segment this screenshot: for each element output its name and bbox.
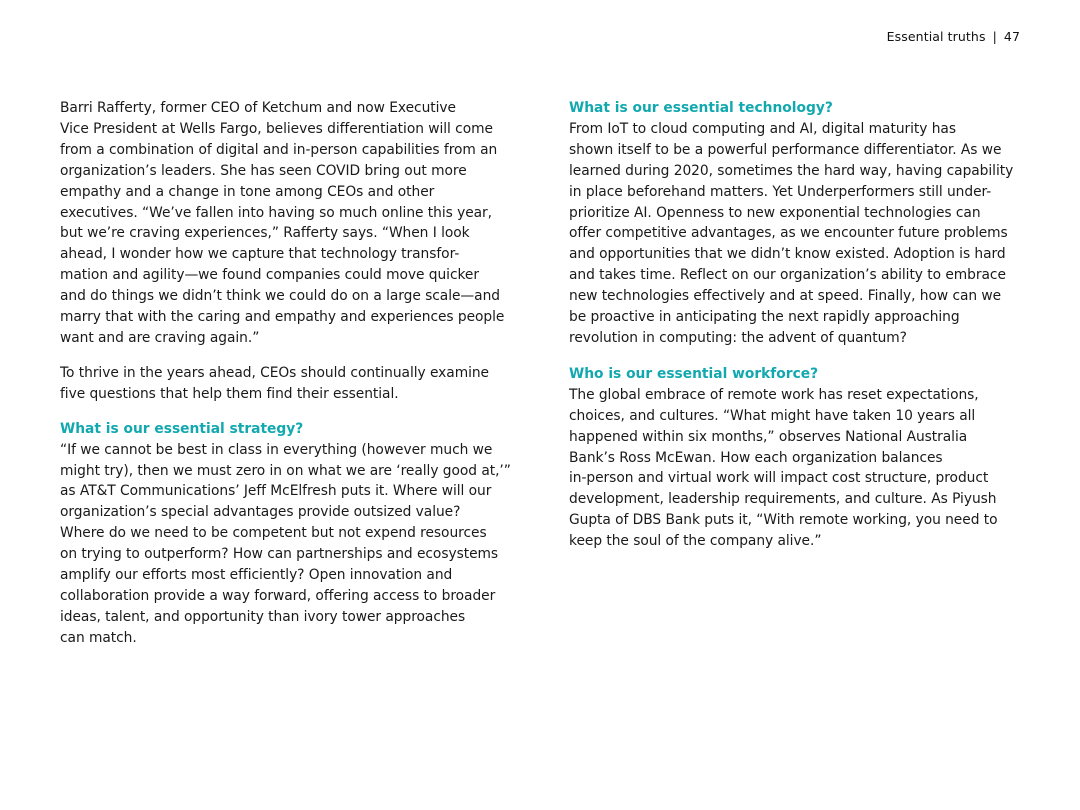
text-line: ahead, I wonder how we capture that technology transfor- [60,246,460,263]
text-line: marry that with the caring and empathy and experiences people [60,309,505,326]
text-line: be proactive in anticipating the next rapidly approaching [569,309,960,326]
text-line: amplify our efforts most efficiently? Open innovation and [60,567,453,584]
text-line: offer competitive advantages, as we encounter future problems [569,225,1008,242]
text-line: prioritize AI. Openness to new exponential technologies can [569,204,981,221]
text-line: and takes time. Reflect on our organization’s ability to embrace [569,267,1006,284]
text-line: shown itself to be a powerful performance differentiator. As we [569,141,1002,158]
text-line: ideas, talent, and opportunity than ivory tower approaches [60,608,466,625]
text-line: want and are craving again.” [60,329,260,346]
text-line: revolution in computing: the advent of quantum? [569,329,907,346]
left-column [60,98,512,664]
workforce-section [569,364,1021,552]
technology-section [569,98,1021,349]
text-line: executives. “We’ve fallen into having so much online this year, [60,204,493,221]
text-line: might try), then we must zero in on what we are ‘really good at,’” [60,462,511,479]
technology-paragraph [569,119,1021,349]
header-separator: | [992,29,997,44]
intro-paragraph [60,98,512,349]
text-line: From IoT to cloud computing and AI, digital maturity has [569,120,956,137]
right-column [569,98,1021,567]
text-line: learned during 2020, sometimes the hard way, having capability [569,162,1014,179]
text-line: new technologies effectively and at speed. Finally, how can we [569,288,1002,305]
text-line: To thrive in the years ahead, CEOs should continually examine [60,364,489,381]
workforce-heading: Who is our essential workforce? [569,365,819,382]
text-line: “If we cannot be best in class in everything (however much we [60,441,493,458]
text-line: organization’s leaders. She has seen COVID bring out more [60,162,467,179]
technology-heading: What is our essential technology? [569,100,833,116]
text-line: can match. [60,629,137,646]
strategy-paragraph [60,440,512,649]
text-line: mation and agility—we found companies could move quicker [60,267,479,284]
text-line: in place beforehand matters. Yet Underperformers still under- [569,183,992,200]
page-number: 47 [1003,29,1020,44]
text-line: but we’re craving experiences,” Rafferty says. “When I look [60,225,470,242]
text-line: Barri Rafferty, former CEO of Ketchum and now Executive [60,100,456,116]
text-line: and opportunities that we didn’t know existed. Adoption is hard [569,246,1006,263]
text-line: Vice President at Wells Fargo, believes differentiation will come [60,120,493,137]
text-line: happened within six months,” observes National Australia [569,428,968,445]
text-line: from a combination of digital and in-person capabilities from an [60,141,498,158]
text-line: The global embrace of remote work has reset expectations, [569,386,979,403]
text-line: empathy and a change in tone among CEOs and other [60,183,435,200]
section-title: Essential truths [886,29,986,44]
text-line: in-person and virtual work will impact cost structure, product [569,470,989,487]
text-line: and do things we didn’t think we could do on a large scale—and [60,288,500,305]
text-line: keep the soul of the company alive.” [569,533,822,550]
running-header [887,29,1020,44]
workforce-paragraph [569,385,1021,552]
text-line: organization’s special advantages provide outsized value? [60,504,461,521]
text-line: on trying to outperform? How can partnerships and ecosystems [60,546,499,563]
thrive-paragraph [60,363,512,405]
text-line: Bank’s Ross McEwan. How each organization balances [569,449,943,466]
text-line: Gupta of DBS Bank puts it, “With remote working, you need to [569,512,998,529]
text-line: collaboration provide a way forward, offering access to broader [60,587,496,604]
text-line: Where do we need to be competent but not expend resources [60,525,487,542]
text-line: five questions that help them find their essential. [60,385,399,402]
text-line: choices, and cultures. “What might have taken 10 years all [569,407,976,424]
strategy-heading: What is our essential strategy? [60,420,304,437]
text-line: development, leadership requirements, and culture. As Piyush [569,491,997,508]
strategy-section [60,419,512,649]
text-line: as AT&T Communications’ Jeff McElfresh puts it. Where will our [60,483,492,500]
